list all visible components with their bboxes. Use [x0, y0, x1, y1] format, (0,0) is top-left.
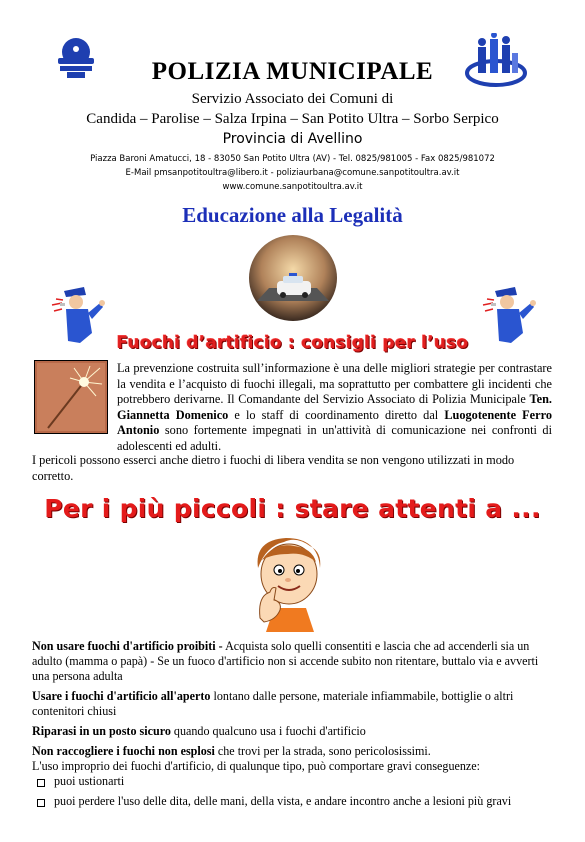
kids-title: Per i più piccoli : stare attenti a ... — [44, 494, 541, 523]
fireworks-title: Fuochi d’artificio : consigli per l’uso — [116, 333, 469, 353]
towns-list: Candida – Parolise – Salza Irpina – San Potito Ultra – Sorbo Serpico — [86, 111, 499, 127]
rule-heading: Usare i fuochi d'artificio all'aperto — [32, 689, 211, 703]
police-car-image — [247, 233, 339, 323]
page-title: POLIZIA MUNICIPALE — [151, 58, 434, 85]
province-label: Provincia di Avellino — [222, 131, 363, 147]
section-title: Educazione alla Legalità — [182, 203, 403, 227]
rule-heading: Non raccogliere i fuochi non esplosi — [32, 744, 215, 758]
consequence-text: puoi ustionarti — [54, 774, 125, 788]
rule-text: che trovi per la strada, sono pericolosissimi. — [214, 744, 431, 758]
child-thumbs-up-image — [244, 532, 334, 632]
consequence-item — [32, 774, 557, 789]
intro-text-3: sono fortemente impegnati in un'attività di comunicazione nei confronti di adolescenti ed adulti. — [117, 423, 552, 453]
consequences-intro: L'uso improprio dei fuochi d'artificio, di qualunque tipo, può comportare gravi conseguenze: — [32, 759, 481, 773]
commander-name: Ten. Giannetta Domenico — [117, 392, 552, 422]
sparkler-image — [34, 360, 108, 434]
intro-paragraph — [117, 361, 552, 454]
intro-text-2: e lo staff di coordinamento diretto dal — [228, 407, 445, 422]
safety-rules — [32, 639, 557, 814]
rule-text: Acquista solo quelli consentiti e lascia che ad accenderli sia un adulto (mamma o papà) - Se un fuoco d'artificio non si accende subito non ritentare, buttalo via e avverti una persona adulta — [32, 639, 539, 683]
rule-item — [32, 689, 557, 719]
checkbox-bullet-icon — [37, 779, 45, 787]
consequence-text: puoi perdere l'uso delle dita, delle mani, della vista, e andare incontro anche a lesioni più gravi — [54, 794, 512, 808]
website-link: www.comune.sanpotitoultra.av.it — [222, 182, 363, 192]
address-line: Piazza Baroni Amatucci, 18 - 83050 San Potito Ultra (AV) - Tel. 0825/981005 - Fax 0825/981072 — [90, 154, 495, 164]
intro-text-1: La prevenzione costruita sull’informazione è una delle migliori strategie per contrastare la vendita e l’acquisto di fuochi illegali, ma soprattutto per combattere gli incidenti che potrebbero derivarne. Il Comandante del Servizio Associato di Polizia Municipale — [117, 361, 552, 406]
consequence-item — [32, 794, 557, 809]
lieutenant-name: Luogotenente Ferro Antonio — [117, 407, 552, 437]
rule-heading: Non usare fuochi d'artificio proibiti - — [32, 639, 223, 653]
rule-item — [32, 639, 557, 684]
checkbox-bullet-icon — [37, 799, 45, 807]
email-line: E-Mail pmsanpotitoultra@libero.it - poliziaurbana@comune.sanpotitoultra.av.it — [125, 168, 460, 178]
rule-text: lontano dalle persone, materiale infiammabile, bottiglie o altri contenitori chiusi — [32, 689, 514, 718]
danger-note: I pericoli possono esserci anche dietro i fuochi di libera vendita se non vengono utilizzati in modo corretto. — [32, 453, 515, 483]
rule-text: quando qualcuno usa i fuochi d'artificio — [170, 724, 366, 738]
rule-heading: Riparasi in un posto sicuro — [32, 724, 171, 738]
rule-item — [32, 744, 557, 759]
rule-item — [32, 724, 557, 739]
service-subtitle: Servizio Associato dei Comuni di — [191, 91, 394, 107]
